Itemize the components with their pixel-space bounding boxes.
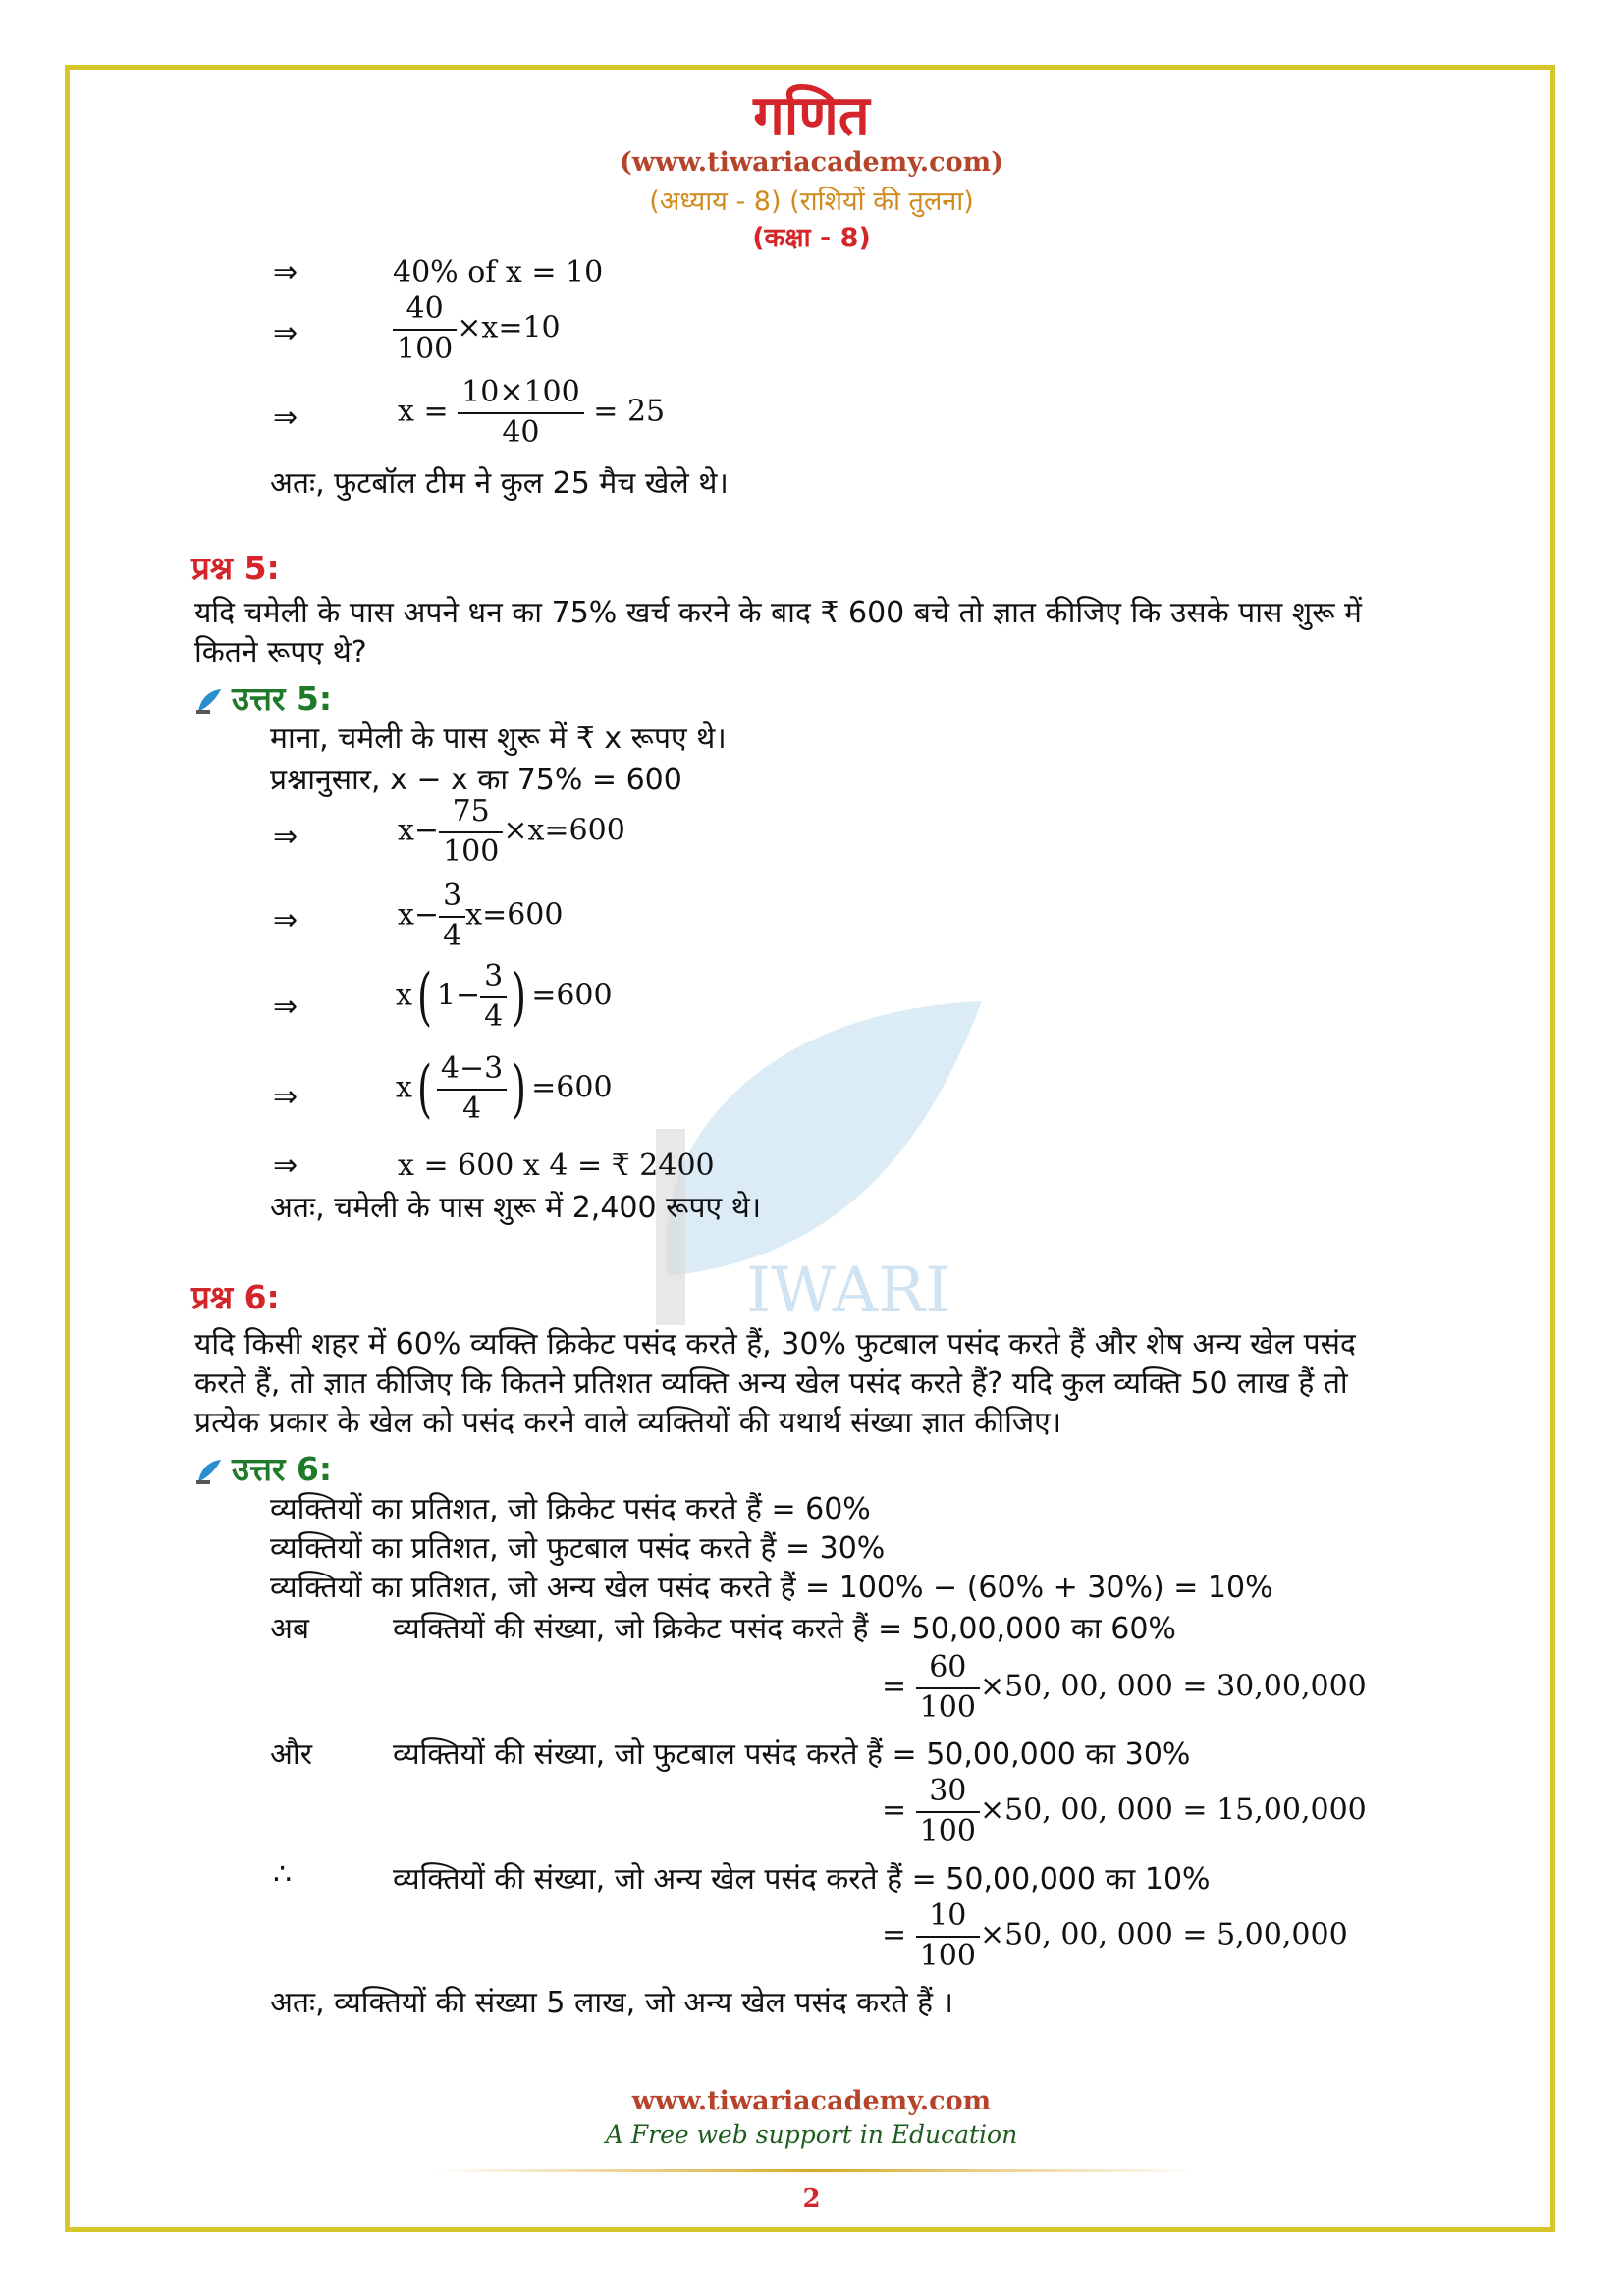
equation-part: ×50, 00, 000 xyxy=(979,1669,1173,1704)
question-6-text-line1: यदि किसी शहर में 60% व्यक्ति क्रिकेट पसंद करते हैं, 30% फुटबाल पसंद करते हैं और शेष अन्य खेल पसंद xyxy=(194,1327,1356,1362)
implies-arrow: ⇒ xyxy=(273,903,298,937)
implies-arrow: ⇒ xyxy=(273,316,298,350)
footer-divider xyxy=(432,2169,1198,2172)
conclusion-text: अतः, फुटबॉल टीम ने कुल 25 मैच खेले थे। xyxy=(270,466,729,501)
implies-arrow: ⇒ xyxy=(273,1080,298,1114)
question-6-text-line2: करते हैं, तो ज्ञात कीजिए कि कितने प्रतिशत व्यक्ति अन्य खेल पसंद करते हैं? यदि कुल व्यक्ति 50 लाख हैं तो xyxy=(194,1366,1348,1401)
fraction-denominator: 4 xyxy=(462,1091,482,1126)
quill-icon xyxy=(194,1457,224,1486)
fraction-denominator: 100 xyxy=(919,1938,976,1973)
question-5-text-line1: यदि चमेली के पास अपने धन का 75% खर्च करने के बाद ₹ 600 बचे तो ज्ञात कीजिए कि उसके पास शुरू में xyxy=(194,596,1362,630)
answer-5-step: प्रश्नानुसार, x − x का 75% = 600 xyxy=(270,763,682,797)
equation-part: ×50, 00, 000 xyxy=(979,1792,1173,1828)
implies-arrow: ⇒ xyxy=(273,989,298,1024)
equation-line: 40% of x = 10 xyxy=(393,255,604,290)
equation-part: = xyxy=(882,1669,907,1704)
fraction-numerator: 3 xyxy=(480,960,507,998)
fraction-numerator: 60 xyxy=(916,1651,980,1689)
equation-line xyxy=(882,1899,1348,1973)
answer-5-step: माना, चमेली के पास शुरू में ₹ x रूपए थे। xyxy=(270,721,727,756)
equation-lhs: x = xyxy=(398,394,449,429)
equation-result: = 30,00,000 xyxy=(1182,1669,1367,1704)
answer-6-step: व्यक्तियों की संख्या, जो क्रिकेट पसंद करते हैं = 50,00,000 का 60% xyxy=(393,1612,1176,1646)
fraction-numerator: 4−3 xyxy=(437,1052,507,1091)
equation-result: = 5,00,000 xyxy=(1182,1917,1348,1952)
equation-part: ×50, 00, 000 xyxy=(979,1917,1173,1952)
equation-part: x xyxy=(396,978,412,1013)
answer-6-step: व्यक्तियों का प्रतिशत, जो अन्य खेल पसंद करते हैं = 100% − (60% + 30%) = 10% xyxy=(270,1571,1273,1605)
equation-part: =600 xyxy=(531,1070,613,1105)
question-6-label: प्रश्न 6: xyxy=(191,1278,280,1316)
fraction-denominator: 100 xyxy=(919,1813,976,1848)
class-label: (कक्षा - 8) xyxy=(752,223,871,253)
chapter-name: (राशियों की तुलना) xyxy=(789,187,974,217)
equation-rest: ×x=10 xyxy=(457,310,561,346)
step-lead: और xyxy=(270,1737,312,1772)
watermark-text: IWARI xyxy=(746,1255,950,1327)
question-6-text-line3: प्रत्येक प्रकार के खेल को पसंद करने वाले व्यक्तियों की यथार्थ संख्या ज्ञात कीजिए। xyxy=(194,1406,1062,1440)
fraction-numerator: 40 xyxy=(393,293,457,331)
answer-6-step: व्यक्तियों की संख्या, जो अन्य खेल पसंद करते हैं = 50,00,000 का 10% xyxy=(393,1862,1211,1896)
footer-website-link[interactable]: www.tiwariacademy.com xyxy=(631,2086,992,2116)
equation-part: = xyxy=(882,1917,907,1952)
equation-line: x = 600 x 4 = ₹ 2400 xyxy=(398,1148,715,1183)
chapter-number: (अध्याय - 8) xyxy=(649,187,782,217)
fraction-denominator: 100 xyxy=(919,1689,976,1725)
answer-6-label xyxy=(194,1446,332,1490)
answer-6-step: व्यक्तियों की संख्या, जो फुटबाल पसंद करते हैं = 50,00,000 का 30% xyxy=(393,1737,1191,1772)
implies-arrow: ⇒ xyxy=(273,255,298,290)
quill-icon xyxy=(194,686,224,716)
equation-rhs: = 25 xyxy=(593,394,666,429)
implies-arrow: ⇒ xyxy=(273,1148,298,1183)
equation-part: x=600 xyxy=(465,897,564,933)
answer-5-text: उत्तर 5: xyxy=(232,679,333,718)
page-title: गणित xyxy=(753,84,870,148)
answer-6-step: व्यक्तियों का प्रतिशत, जो फुटबाल पसंद करते हैं = 30% xyxy=(270,1531,886,1566)
header-website: (www.tiwariacademy.com) xyxy=(620,147,1003,178)
equation-line: x( 1− $\frac{3}{4}$ ) =600 xyxy=(396,959,613,1034)
therefore-symbol: ∴ xyxy=(273,1857,293,1892)
answer-6-text: उत्तर 6: xyxy=(232,1450,333,1488)
equation-line xyxy=(398,795,625,869)
equation-part: = xyxy=(882,1792,907,1828)
footer-tagline: A Free web support in Education xyxy=(605,2120,1018,2149)
equation-line xyxy=(882,1775,1367,1848)
equation-part: 1− xyxy=(436,978,481,1013)
fraction-numerator: 10 xyxy=(916,1899,980,1938)
equation-line xyxy=(398,376,665,450)
chapter-line xyxy=(0,182,1623,218)
conclusion-text: अतः, व्यक्तियों की संख्या 5 लाख, जो अन्य खेल पसंद करते हैं । xyxy=(270,1986,953,2020)
equation-line: x( $\frac{4-3}{4}$ ) =600 xyxy=(396,1051,613,1126)
equation-part: ×x=600 xyxy=(503,813,625,848)
equation-part: =600 xyxy=(531,978,613,1013)
fraction-numerator: 75 xyxy=(439,795,503,833)
page-number: 2 xyxy=(802,2184,821,2214)
fraction-denominator: 40 xyxy=(502,414,540,450)
answer-5-label xyxy=(194,675,332,720)
equation-part: x− xyxy=(398,813,440,848)
question-5-label: प्रश्न 5: xyxy=(191,549,280,587)
implies-arrow: ⇒ xyxy=(273,820,298,854)
equation-line xyxy=(398,880,563,953)
answer-6-step: व्यक्तियों का प्रतिशत, जो क्रिकेट पसंद करते हैं = 60% xyxy=(270,1492,871,1526)
fraction-denominator: 100 xyxy=(443,833,500,869)
step-lead: अब xyxy=(270,1612,310,1646)
equation-part: x− xyxy=(398,897,440,933)
equation-result: = 15,00,000 xyxy=(1182,1792,1367,1828)
fraction-numerator: 30 xyxy=(916,1775,980,1813)
fraction-denominator: 100 xyxy=(397,331,454,366)
fraction-denominator: 4 xyxy=(484,998,504,1034)
fraction-numerator: 10×100 xyxy=(458,376,584,414)
equation-part: x xyxy=(396,1070,412,1105)
conclusion-text: अतः, चमेली के पास शुरू में 2,400 रूपए थे। xyxy=(270,1191,762,1225)
fraction-numerator: 3 xyxy=(439,880,465,918)
question-5-text-line2: कितने रूपए थे? xyxy=(194,635,367,669)
implies-arrow: ⇒ xyxy=(273,400,298,435)
equation-line xyxy=(393,293,561,366)
equation-line xyxy=(882,1651,1367,1725)
fraction-denominator: 4 xyxy=(443,918,462,953)
